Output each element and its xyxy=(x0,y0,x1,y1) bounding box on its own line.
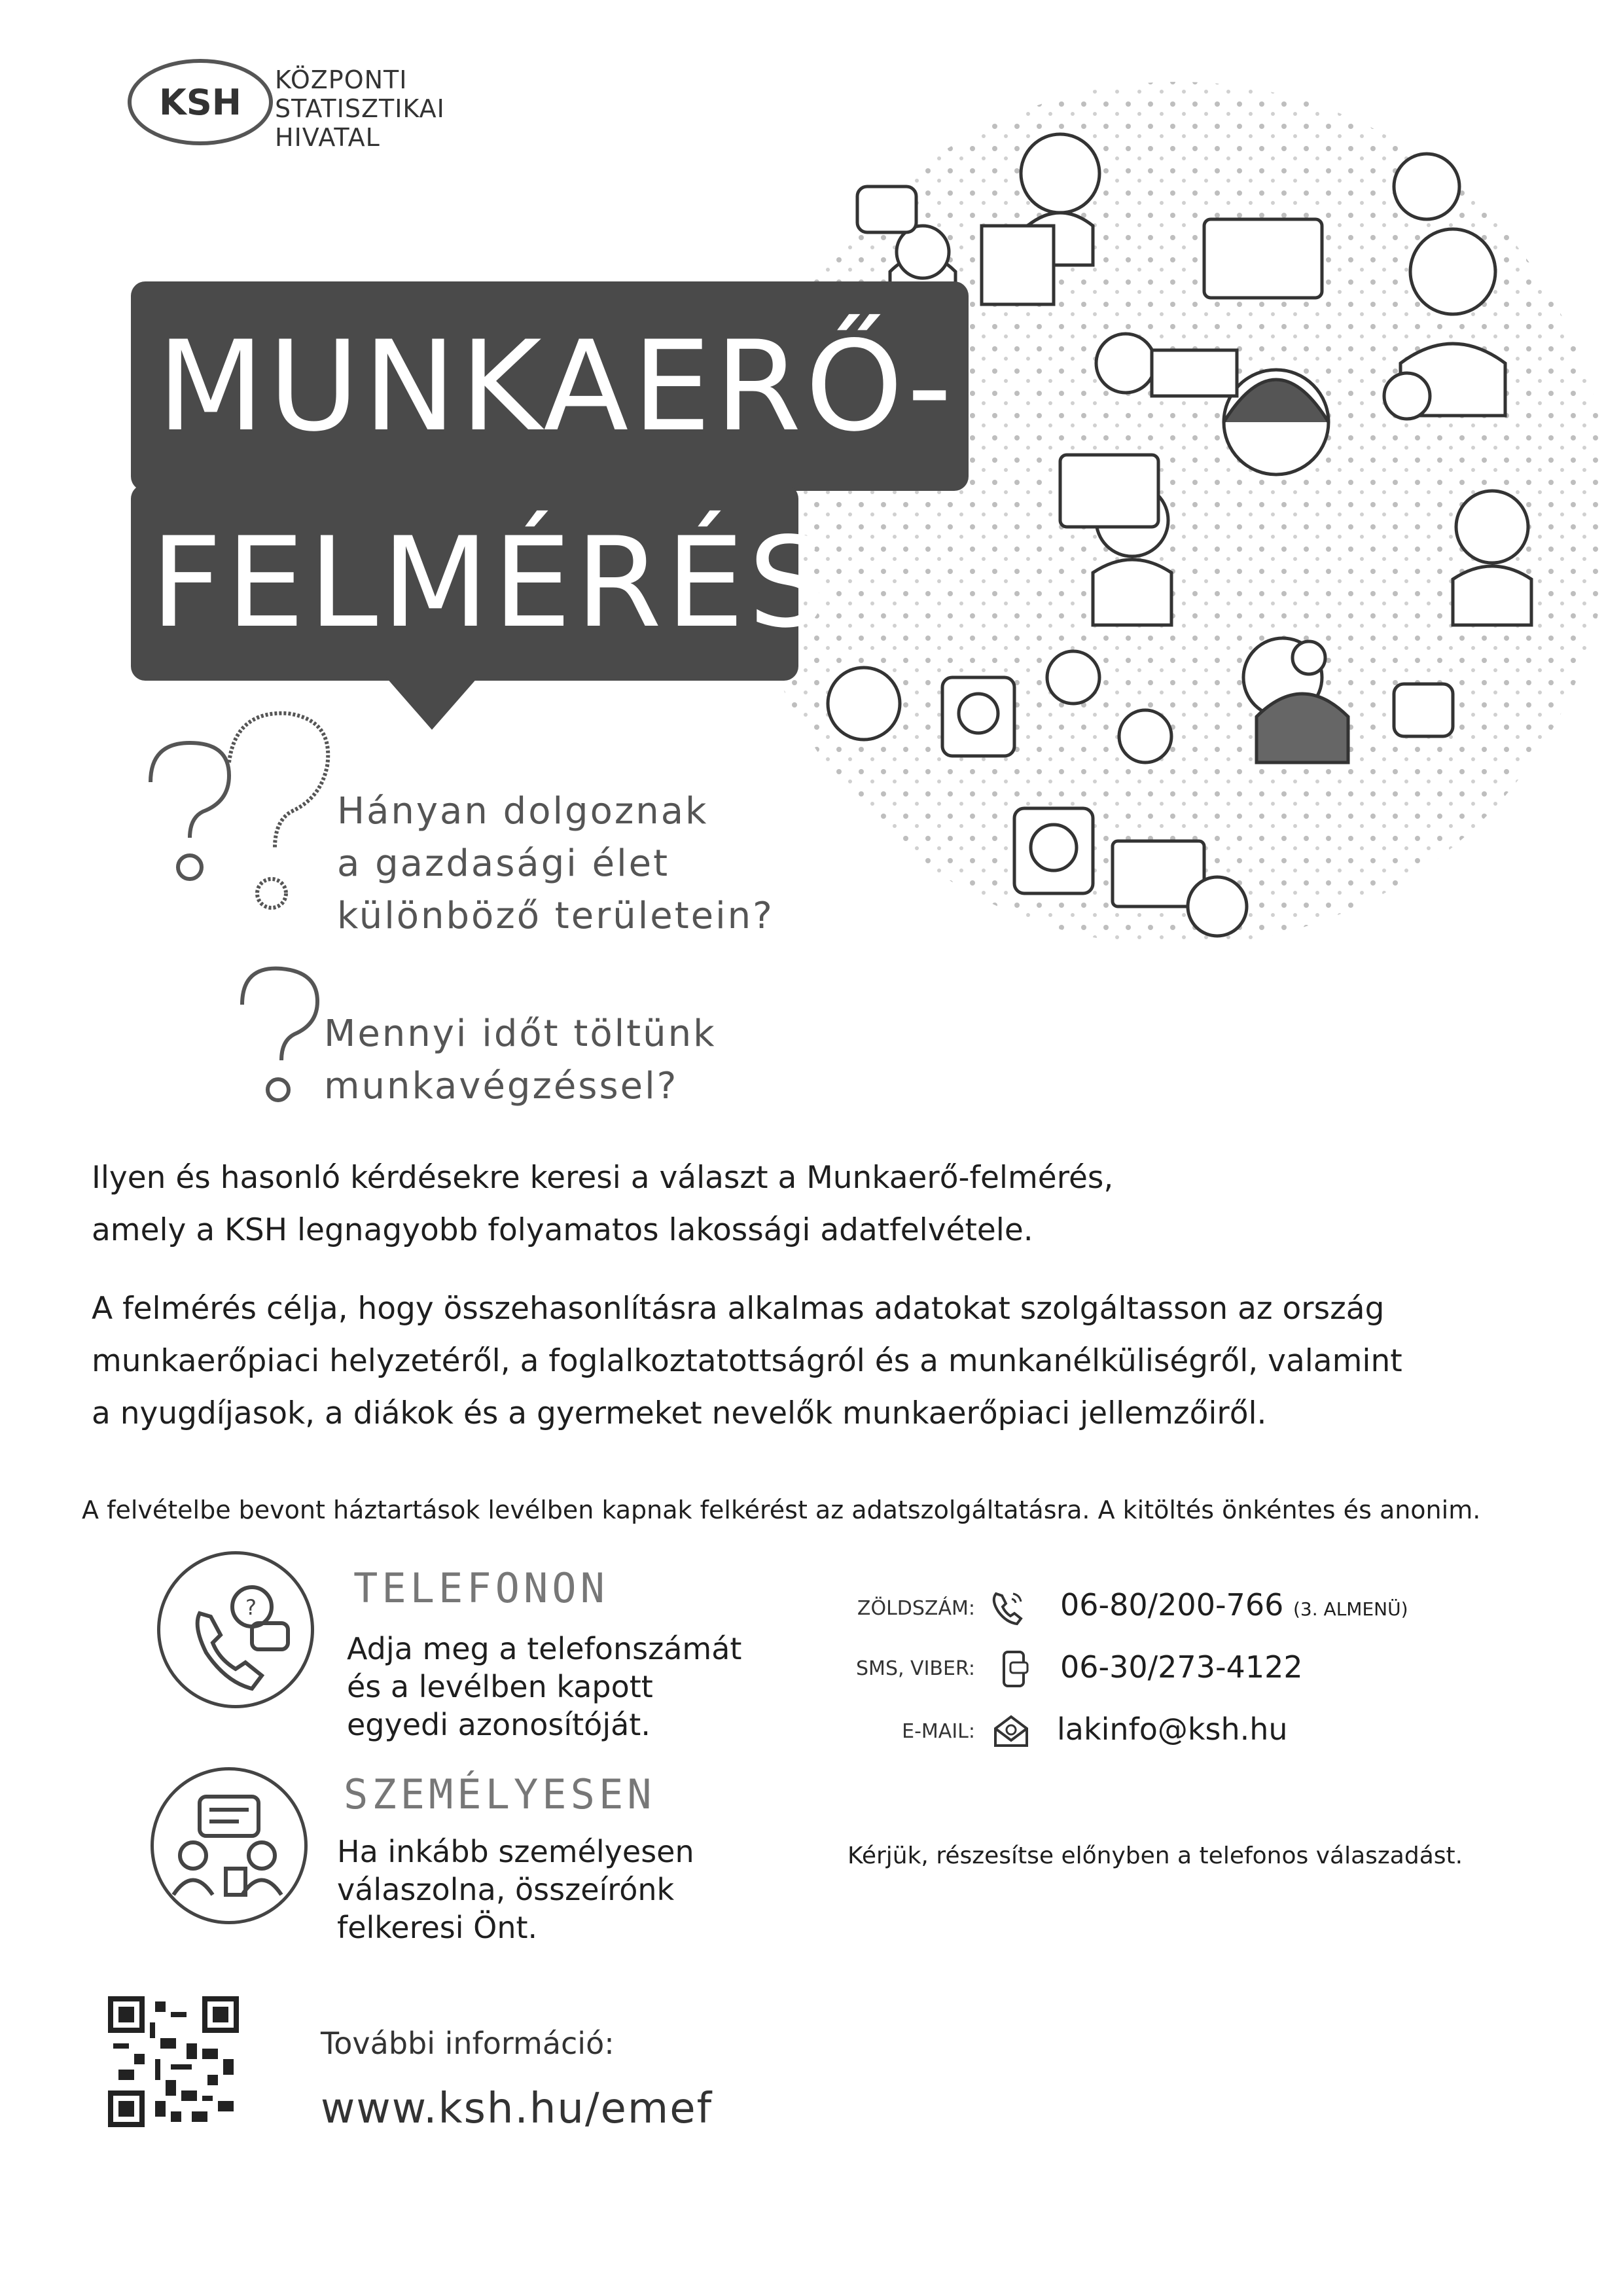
mobile-phone-icon xyxy=(995,1649,1034,1689)
interview-icon xyxy=(151,1767,308,1924)
green-number-label: ZÖLDSZÁM: xyxy=(857,1597,975,1620)
personal-heading: SZEMÉLYESEN xyxy=(344,1770,656,1818)
green-number-value[interactable]: 06-80/200-766 xyxy=(1060,1587,1284,1623)
intro-line: amely a KSH legnagyobb folyamatos lakossági adatfelvétele. xyxy=(92,1212,1033,1248)
svg-text:?: ? xyxy=(245,1595,257,1620)
phone-heading: TELEFONON xyxy=(353,1564,609,1612)
logo-line-1: KÖZPONTI xyxy=(275,65,408,94)
question-1 xyxy=(337,785,774,942)
phone-preference-note: Kérjük, részesítse előnyben a telefonos válaszadást. xyxy=(847,1842,1463,1869)
question-1-line: a gazdasági élet xyxy=(337,842,670,885)
personal-desc-line: Ha inkább személyesen xyxy=(337,1834,694,1869)
website-link[interactable]: www.ksh.hu/emef xyxy=(321,2085,713,2133)
phone-description xyxy=(347,1630,741,1744)
logo-line-3: HIVATAL xyxy=(275,123,380,152)
question-marks-icon xyxy=(144,710,340,1129)
phone-desc-line: Adja meg a telefonszámát xyxy=(347,1631,742,1666)
question-2 xyxy=(324,1008,717,1113)
purpose-line: A felmérés célja, hogy összehasonlításra alkalmas adatokat szolgáltasson az ország xyxy=(92,1291,1385,1327)
green-number[interactable] xyxy=(1060,1587,1408,1623)
intro-line: Ilyen és hasonló kérdésekre keresi a választ a Munkaerő-felmérés, xyxy=(92,1160,1114,1196)
personal-desc-line: válaszolna, összeírónk xyxy=(337,1872,675,1907)
sms-viber-label: SMS, VIBER: xyxy=(856,1657,975,1680)
phone-desc-line: egyedi azonosítóját. xyxy=(347,1707,651,1742)
green-number-note: (3. ALMENÜ) xyxy=(1293,1598,1408,1620)
more-info-label: További információ: xyxy=(321,2026,615,2061)
logo-text xyxy=(275,65,445,152)
logo-line-2: STATISZTIKAI xyxy=(275,94,445,123)
logo-abbr: KSH xyxy=(159,81,241,123)
personal-desc-line: felkeresi Önt. xyxy=(337,1910,538,1945)
purpose-line: munkaerőpiaci helyzetéről, a foglalkoztatottságról és a munkanélküliségről, valamint xyxy=(92,1343,1402,1379)
personal-description xyxy=(337,1833,694,1946)
intro-paragraph xyxy=(92,1152,1531,1257)
title-line-1 xyxy=(131,281,969,491)
question-2-line: Mennyi időt töltünk xyxy=(324,1013,717,1055)
workers-illustration xyxy=(746,56,1603,959)
purpose-line: a nyugdíjasok, a diákok és a gyermeket nevelők munkaerőpiaci jellemzőiről. xyxy=(92,1395,1267,1431)
ksh-logo xyxy=(128,59,273,145)
title-line-1-text: MUNKAERŐ- xyxy=(157,314,956,459)
participation-note: A felvételbe bevont háztartások levélben kapnak felkérést az adatszolgáltatásra. A kitöltés önkéntes és anonim. xyxy=(82,1496,1481,1524)
question-1-line: különböző területein? xyxy=(337,895,774,937)
email-label: E-MAIL: xyxy=(902,1720,975,1743)
title-line-2-text: FELMÉRÉS xyxy=(151,510,831,655)
phone-desc-line: és a levélben kapott xyxy=(347,1669,653,1704)
question-2-line: munkavégzéssel? xyxy=(324,1065,679,1107)
phone-icon xyxy=(988,1587,1027,1626)
email-address[interactable]: lakinfo@ksh.hu xyxy=(1057,1712,1288,1747)
sms-viber-number[interactable]: 06-30/273-4122 xyxy=(1060,1649,1303,1685)
qr-code-icon[interactable] xyxy=(108,1996,239,2127)
phone-chat-icon xyxy=(157,1551,314,1708)
question-1-line: Hányan dolgoznak xyxy=(337,790,709,833)
title-line-2 xyxy=(131,484,831,681)
speech-bubble-tail xyxy=(386,677,478,730)
purpose-paragraph xyxy=(92,1283,1531,1440)
envelope-icon xyxy=(991,1712,1031,1751)
